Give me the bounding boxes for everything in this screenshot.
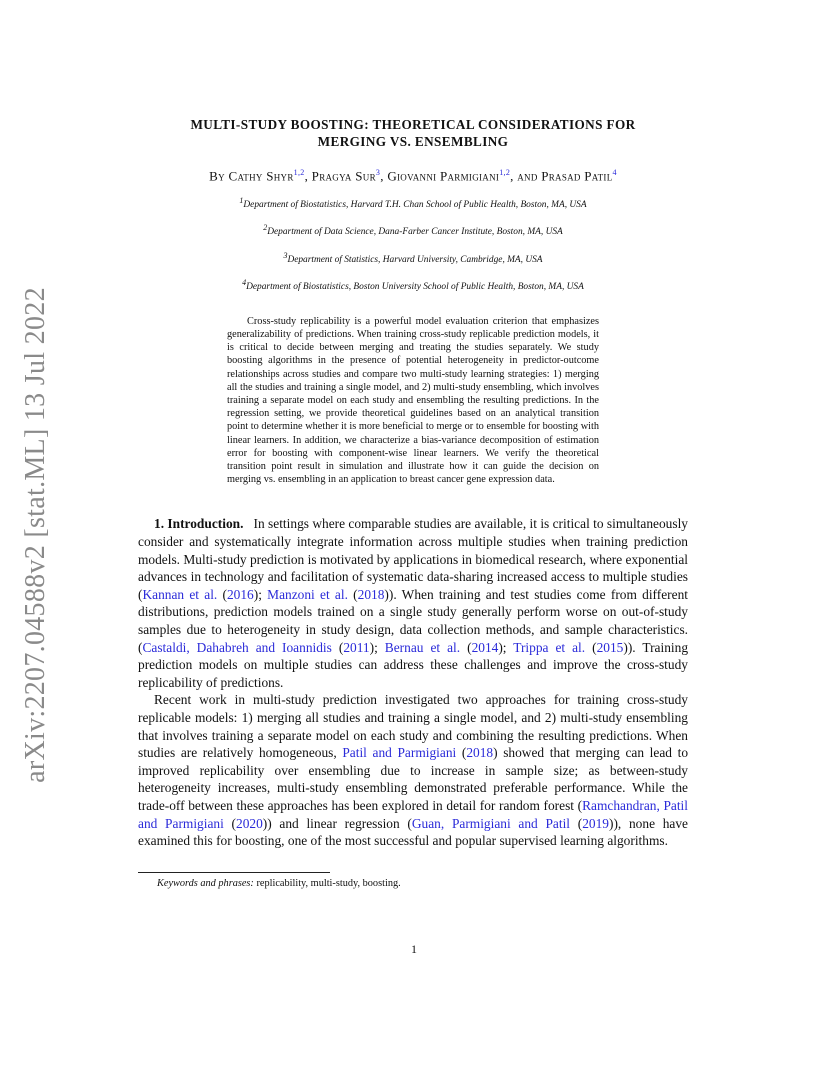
body-text: ); [498,639,514,655]
citation-link[interactable]: Guan, Parmigiani and Patil [411,815,571,831]
author-by: By [209,168,229,184]
abstract: Cross-study replicability is a powerful model evaluation criterion that emphasizes generalizability of predictions. When training cross-study replicable prediction models, it is critical to decide between merging and treating the studies separately. We study boosting algorithms in the presence of potential heterogeneity in predictor-outcome relationships across studies and compare two multi-study learning strategies: 1) merging all the studies and training a single model, and 2) multi-study ensembling, which involves training a separate model on each study and ensembling the resulting predictions. In the regression setting, we provide theoretical guidelines based on an analytical transition point to determine whether it is more beneficial to merge or to ensemble for boosting with linear learners. In addition, we characterize a bias-variance decomposition of estimation error for boosting with component-wise linear learners. We verify the theoretical transition point result in simulation and illustrate how it can guide the decision on merging vs. ensembling in an application to breast cancer gene expression data. [227,315,599,486]
citation-link[interactable]: Patil and Parmigiani [342,745,457,761]
body-text: )). Training prediction models on multiple studies can address these challenges and improve the cross-study replicability of predictions. [138,639,689,690]
citation-year-link[interactable]: 2014 [471,639,499,655]
body-text: )), none have examined this for boosting, one of the most successful and popular supervised learning algorithms. [138,815,689,849]
affiliation-text: Department of Biostatistics, Boston University School of Public Health, Boston, MA, USA [246,281,584,292]
citation-year-link[interactable]: 2011 [343,639,370,655]
author-name: Pragya Sur [311,168,376,184]
affiliation-marker: 2 [263,223,268,233]
author-affil-link[interactable]: 1,2 [499,168,511,177]
body-text: ( [570,815,583,831]
affiliation [138,195,688,211]
author-affil-link[interactable]: 3 [375,168,381,177]
body-text: )) and linear regression ( [262,815,412,831]
footnote-label: Keywords and phrases: [157,877,254,889]
body-text: In settings where comparable studies are available, it is critical to simultaneously consider and systematically integrate information across multiple studies when training prediction models. Multi-study prediction is motivated by applications in biomedical research, where exponential advances in technology and facilitation of systematic data-sharing increased access to multiple studies ( [138,516,689,602]
affiliation-marker: 4 [242,277,247,287]
author-list [138,168,688,184]
title-line-2: MERGING VS. ENSEMBLING [317,134,509,149]
title-line-1: MULTI-STUDY BOOSTING: THEORETICAL CONSIDERATIONS FOR [190,117,636,132]
paper-title [138,116,688,150]
section-title: Introduction. [167,516,244,532]
affiliation-marker: 1 [239,196,244,206]
introduction-section [138,515,688,849]
arxiv-identifier-sidebar [8,287,64,783]
footnote-rule [138,872,330,873]
author-affil-link[interactable]: 4 [612,168,617,177]
paper-page [138,116,688,889]
body-text: ( [217,586,227,602]
intro-paragraph-2 [138,691,688,849]
citation-year-link[interactable]: 2016 [226,586,254,602]
body-text: ) showed that merging can lead to improved replicability over ensembling due to increase in sample size; as between-study heterogeneity increases, multi-study ensembling demonstrated preferable performance. While the trade-off between these approaches has been explored in detail for random forest ( [138,745,689,813]
author-name: Giovanni Parmigiani [387,168,500,184]
author-name: Prasad Patil [541,168,613,184]
affiliation [138,222,688,238]
body-text: ); [253,586,268,602]
body-text: ( [223,815,236,831]
citation-link[interactable]: Kannan et al. [142,586,218,602]
section-number: 1. [154,516,165,532]
author-separator: , [304,168,312,184]
footnote-text: replicability, multi-study, boosting. [253,877,401,889]
arxiv-identifier-text: arXiv:2207.04588v2 [stat.ML] 13 Jul 2022 [20,287,51,783]
author-name: Cathy Shyr [228,168,294,184]
author-affil-link[interactable]: 1,2 [293,168,305,177]
intro-paragraph-1 [138,515,688,691]
footnote [138,878,688,889]
affiliation-text: Department of Statistics, Harvard University, Cambridge, MA, USA [287,254,543,265]
affiliation [138,250,688,266]
author-separator: , and [510,168,542,184]
citation-year-link[interactable]: 2020 [236,815,263,831]
body-text: ( [347,586,358,602]
author-separator: , [380,168,388,184]
affiliation-text: Department of Biostatistics, Harvard T.H. Chan School of Public Health, Boston, MA, USA [243,200,587,211]
citation-link[interactable]: Trippa et al. [513,639,586,655]
body-text: ( [460,639,472,655]
citation-year-link[interactable]: 2018 [466,745,494,761]
page-number: 1 [411,942,417,956]
body-text: ); [369,639,385,655]
body-text: ( [456,745,467,761]
body-text: ( [585,639,597,655]
citation-link[interactable]: Manzoni et al. [267,586,348,602]
body-text: )). When training and test studies come from different distributions, prediction models trained on a single study generally perform worse on out-of-study samples due to heterogeneity in study design, data collection methods, and sample characteristics. ( [138,586,688,655]
affiliation-marker: 3 [283,250,288,260]
affiliation-text: Department of Data Science, Dana-Farber Cancer Institute, Boston, MA, USA [267,227,563,238]
body-text: ( [331,639,344,655]
body-text: Recent work in multi-study prediction investigated two approaches for training cross-study replicable models: 1) merging all studies and training a single model, and 2) multi-study ensembling that involves training a separate model on each study and combining the resulting predictions. When studies are relatively homogeneous, [138,692,688,761]
citation-link[interactable]: Bernau et al. [384,639,461,655]
citation-year-link[interactable]: 2018 [357,586,385,602]
affiliation [138,277,688,293]
citation-year-link[interactable]: 2019 [582,815,609,831]
citation-link[interactable]: Castaldi, Dahabreh and Ioannidis [142,639,332,655]
citation-link[interactable]: Ramchandran, Patil and Parmigiani [138,797,689,831]
citation-year-link[interactable]: 2015 [596,639,624,655]
